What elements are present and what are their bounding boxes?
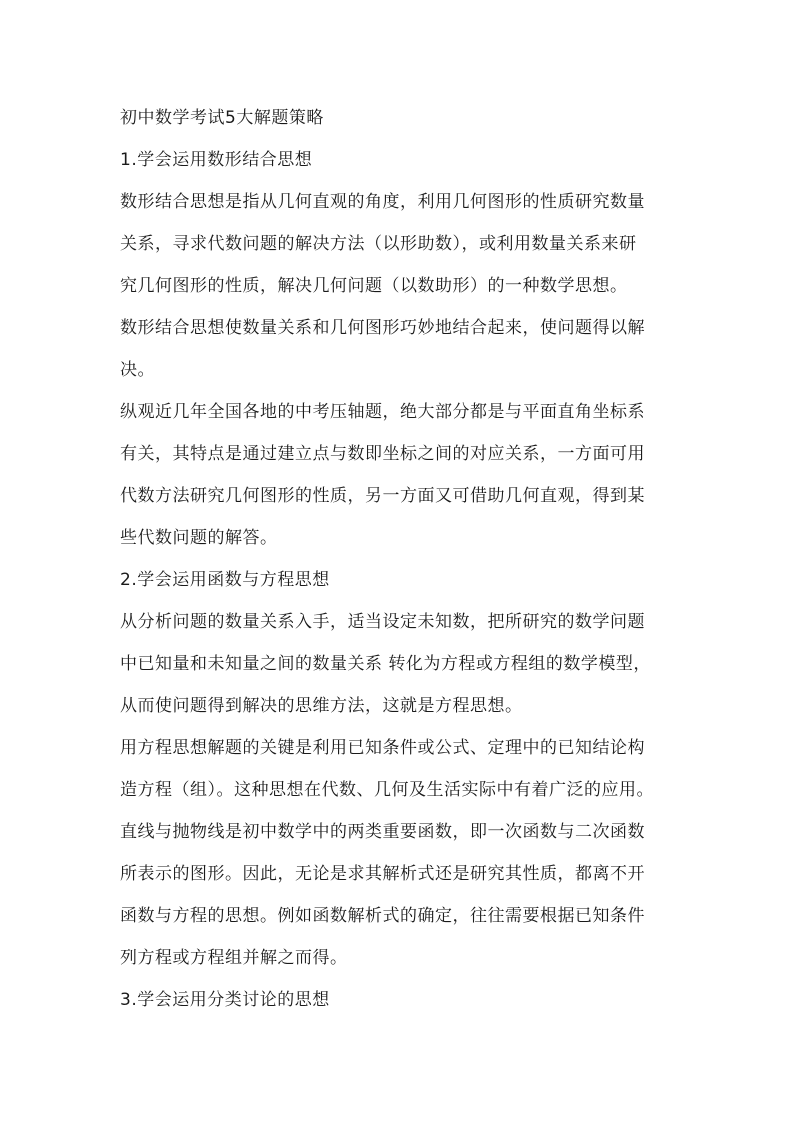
paragraph-line: 有关，其特点是通过建立点与数即坐标之间的对应关系，一方面可用 [120,444,645,464]
document-title: 初中数学考试5大解题策略 [120,108,324,128]
paragraph-line: 造方程（组）。这种思想在代数、几何及生活实际中有着广泛的应用。 [120,780,654,800]
paragraph-line: 从而使问题得到解决的思维方法，这就是方程思想。 [120,696,523,716]
paragraph-line: 所表示的图形。因此，无论是求其解析式还是研究其性质，都离不开 [120,864,645,884]
paragraph-line: 些代数问题的解答。 [120,528,278,548]
paragraph-line: 用方程思想解题的关键是利用已知条件或公式、定理中的已知结论构 [120,738,645,758]
paragraph-line: 决。 [120,360,155,380]
paragraph-line: 函数与方程的思想。例如函数解析式的确定，往往需要根据已知条件 [120,906,645,926]
paragraph-line: 列方程或方程组并解之而得。 [120,948,348,968]
paragraph-line: 数形结合思想是指从几何直观的角度，利用几何图形的性质研究数量 [120,192,645,212]
section-heading-3: 3.学会运用分类讨论的思想 [120,990,330,1010]
paragraph-line: 中已知量和未知量之间的数量关系 转化为方程或方程组的数学模型， [120,654,651,674]
section-heading-1: 1.学会运用数形结合思想 [120,150,313,170]
paragraph-line: 数形结合思想使数量关系和几何图形巧妙地结合起来，使问题得以解 [120,318,645,338]
paragraph-line: 纵观近几年全国各地的中考压轴题，绝大部分都是与平面直角坐标系 [120,402,645,422]
paragraph-line: 究几何图形的性质，解决几何问题（以数助形）的一种数学思想。 [120,276,628,296]
document-body [120,103,680,1016]
paragraph-line: 从分析问题的数量关系入手，适当设定未知数，把所研究的数学问题 [120,612,645,632]
paragraph-line: 直线与抛物线是初中数学中的两类重要函数，即一次函数与二次函数 [120,822,645,842]
paragraph-line: 代数方法研究几何图形的性质，另一方面又可借助几何直观，得到某 [120,486,645,506]
paragraph-line: 关系，寻求代数问题的解决方法（以形助数），或利用数量关系来研 [120,234,637,254]
section-heading-2: 2.学会运用函数与方程思想 [120,570,330,590]
